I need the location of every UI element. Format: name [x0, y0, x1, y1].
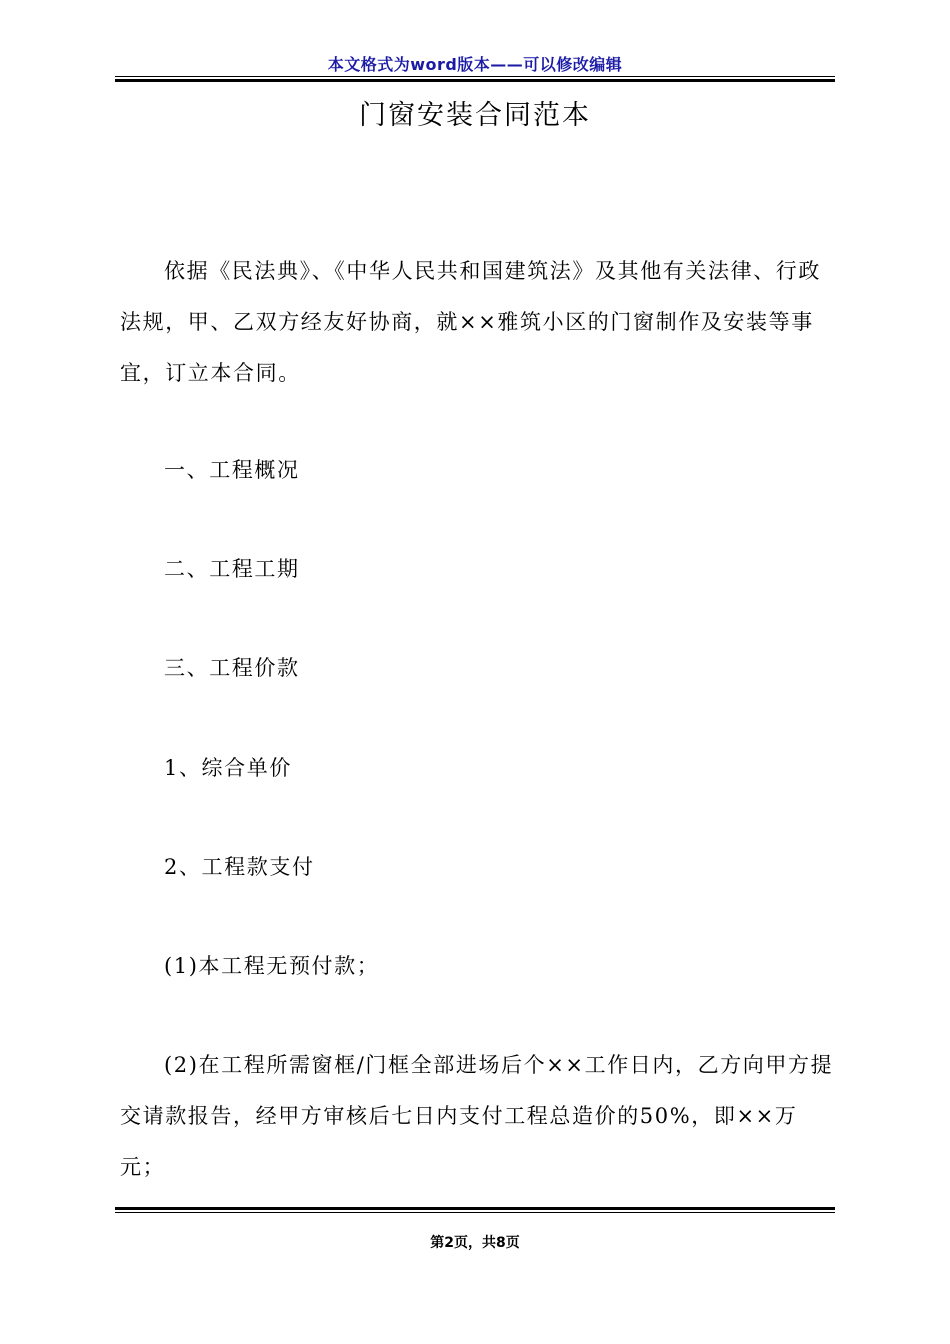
header-rule-thin — [115, 76, 835, 77]
document-header: 本文格式为word版本——可以修改编辑 — [327, 55, 623, 74]
footer-rule-thin — [115, 1212, 835, 1213]
section-heading-schedule: 二、工程工期 — [164, 557, 300, 581]
subsection-payment: 2、工程款支付 — [164, 855, 315, 879]
header-rule-thick — [115, 79, 835, 82]
section-heading-price: 三、工程价款 — [164, 656, 300, 680]
footer-rule-thick — [115, 1207, 835, 1210]
intro-paragraph: 依据《民法典》、《中华人民共和国建筑法》及其他有关法律、行政法规，甲、乙双方经友好协商，就××雅筑小区的门窗制作及安装等事宜，订立本合同。 — [120, 259, 821, 385]
subsection-unit-price: 1、综合单价 — [164, 756, 292, 780]
payment-clause-1: (1)本工程无预付款； — [164, 954, 380, 978]
document-title: 门窗安装合同范本 — [359, 100, 591, 131]
payment-clause-2: (2)在工程所需窗框/门框全部进场后个××工作日内，乙方向甲方提交请款报告，经甲方审核后七日内支付工程总造价的50%，即××万元； — [120, 1053, 834, 1179]
section-heading-overview: 一、工程概况 — [164, 458, 300, 482]
page-number: 第2页，共8页 — [430, 1235, 520, 1251]
